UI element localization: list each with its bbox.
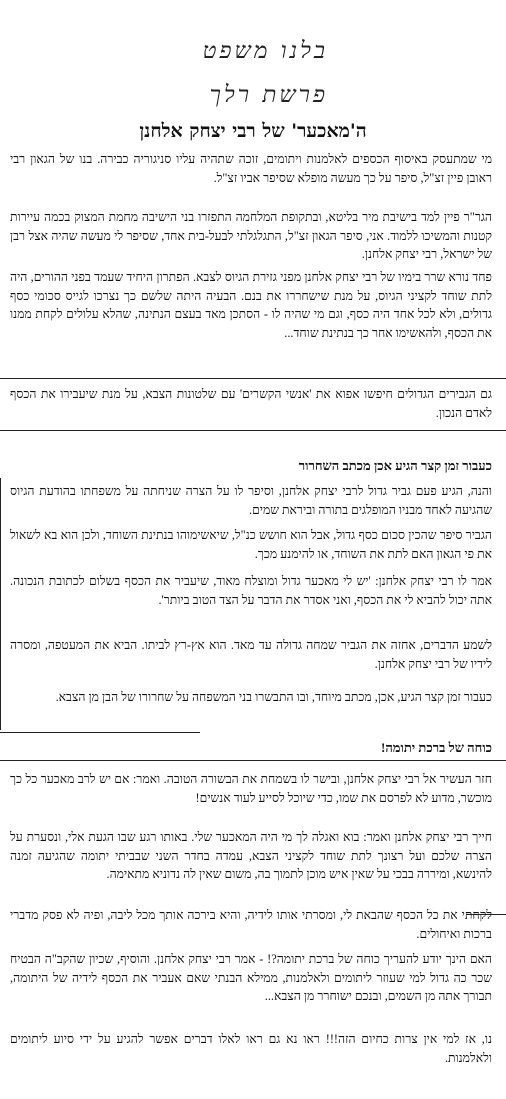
paragraph-orphan-story: חייך רבי יצחק אלחנן ואמר: בוא ואגלה לך מי היה המאכער שלי. באותו רגע שבו הגעת אלי, ונסערת על הצרה שלכם ועל רצונך לתת שוחד לקציני הצבא, עמדה בחדר השני שבביתי יתומה שהגיעה זמנה להינשא, ומיררה בבכי על שאין איש מוכן לתמוך בה, משום שאין לה נדוניא מתאימה.	[10, 830, 492, 881]
paragraph-closing: נו, אז למי אין צרות כחיום הזה!!! ראו נא גם ראו לאלו דברים אפשר להגיע על ידי סיוע ליתומים ולאלמנות.	[10, 1032, 492, 1065]
paragraph-draft-fear: פחד נורא שרר בימיו של רבי יצחק אלחנן מפני גזירת הגיוס לצבא. הפתרון היחיד שעמד בפני ההורים, היה לתת שוחד לקציני הגיוס, על מנת שישחררו את בנם. הבעיה היתה שלשם כך נצרכו לגייס סכומי כסף גדולים, ולא לכל אחד היה כסף, וגם מי שהיה לו - הסתכן מאד בעצם הנתינה, שהלא עלולים לקחת ממנו את הכסף, ולהאשימו אחר כך בנתינת שוחד...	[10, 270, 492, 340]
article-title: ה'מאכער' של רבי יצחק אלחנן	[139, 120, 367, 142]
paragraph-blessing-power: האם הינך יודע להעריך כוחה של ברכת יתומה?! - אמר רבי יצחק אלחנן. והוסיף, שכיון שהקב"ה הבטיח שכר כה גדול למי שעוזר ליתומים ולאלמנות, ממילא הבנתי שאם אעביר את הכסף לידיה של היתומה, תבורך אתה מן השמים, ובנכם ישוחרר מן הצבא...	[10, 952, 492, 1003]
paragraph-release: כעבור זמן קצר הגיע, אכן, מכתב מיוחד, ובו התבשרו בני המשפחה על שחרורו של הבן מן הצבא.	[55, 690, 492, 704]
paragraph-mir-yeshiva: הגר"ר פיין למד בישיבת מיר בליטא, ובתקופת המלחמה התפזרו בני הישיבה מחמת המצוק בכמה עיירות קטנות והמשיכו ללמוד. אני, סיפר הגאון זצ"ל, התגלגלתי לבעל-בית אחד, שסיפר לי מעשה שהיה אצל רבן של ישראל, רבי יצחק אלחנן.	[10, 210, 492, 261]
paragraph-rich-returns: חזר העשיר אל רבי יצחק אלחנן, ובישר לו בשמחת את הבשורה הטובה. ואמר: אם יש לרב מאכער כל כך מוכשר, מדוע לא לפרסם את שמו, כדי שיוכל לסייע לעוד אנשים!	[10, 772, 492, 805]
paragraph-wealthy-man-arrives: והנה, הגיע פעם גביר גדול לרבי יצחק אלחנן, וסיפר לו על הצרה שניחתה על משפחתו בהודעת הגיוס שהגיעה לאחד מבניו המופלגים בתורה וביראת שמים.	[10, 484, 492, 517]
box-left-border	[0, 478, 7, 730]
paragraph-bribe-question: הגביר סיפר שהכין סכום כסף גדול, אבל הוא חושש כנ"ל, שיאשימוהו בנתינת השוחד, ולכן הוא בא לשאול את פי הגאון האם לתת את השוחד, או להימנע מכך.	[10, 528, 492, 561]
section-divider-bottom	[0, 430, 506, 431]
section-divider-top	[0, 378, 506, 379]
heading-underline	[0, 760, 506, 761]
handwritten-note-line-2: פרשת רלך	[209, 82, 328, 108]
paragraph-rabbi-maker: אמר לו רבי יצחק אלחנן: 'יש לי מאכער גדול ומוצלח מאוד, שיעביר את הכסף בשלום לכתובת הנכונה. אתה יכול להביא לי את הכסף, ואני אסדר את הדבר על הצד הטוב ביותר'.	[10, 574, 492, 607]
paragraph-wealthy-connections: גם הגבירים הגדולים חיפשו אפוא את 'אנשי הקשרים' עם שלטונות הצבא, על מנת שיעבירו את הכסף לאדם הנכון.	[10, 387, 492, 420]
handwritten-note-line-1: בלנו משפט	[202, 38, 328, 64]
box-bottom-border	[0, 732, 200, 733]
paragraph-gave-money: לקחתי את כל הכסף שהבאת לי, ומסרתי אותו לידיה, והיא בירכה אותך מכל ליבה, ופיה לא פסק מדברי ברכות ואיחולים.	[10, 908, 492, 941]
paragraph-joy-envelope: לשמע הדברים, אחזה את הגביר שמחה גדולה עד מאד. הוא אץ-רץ לביתו. הביא את המעטפה, ומסרה לידיו של רבי יצחק אלחנן.	[10, 638, 492, 671]
section-heading-release-letter: כעבור זמן קצר הגיע אכן מכתב השחרור	[298, 458, 492, 473]
paragraph-intro: מי שמתעסק באיסוף הכספים לאלמנות ויתומים, זוכה שתהיה עליו סניגוריה כבירה. בנו של הגאון רבי ראובן פיין זצ"ל, סיפר על כך מעשה מופלא שסיפר אביו זצ"ל.	[10, 152, 492, 185]
section-heading-orphan-blessing: כוחה של ברכת יתומה!	[381, 740, 492, 755]
